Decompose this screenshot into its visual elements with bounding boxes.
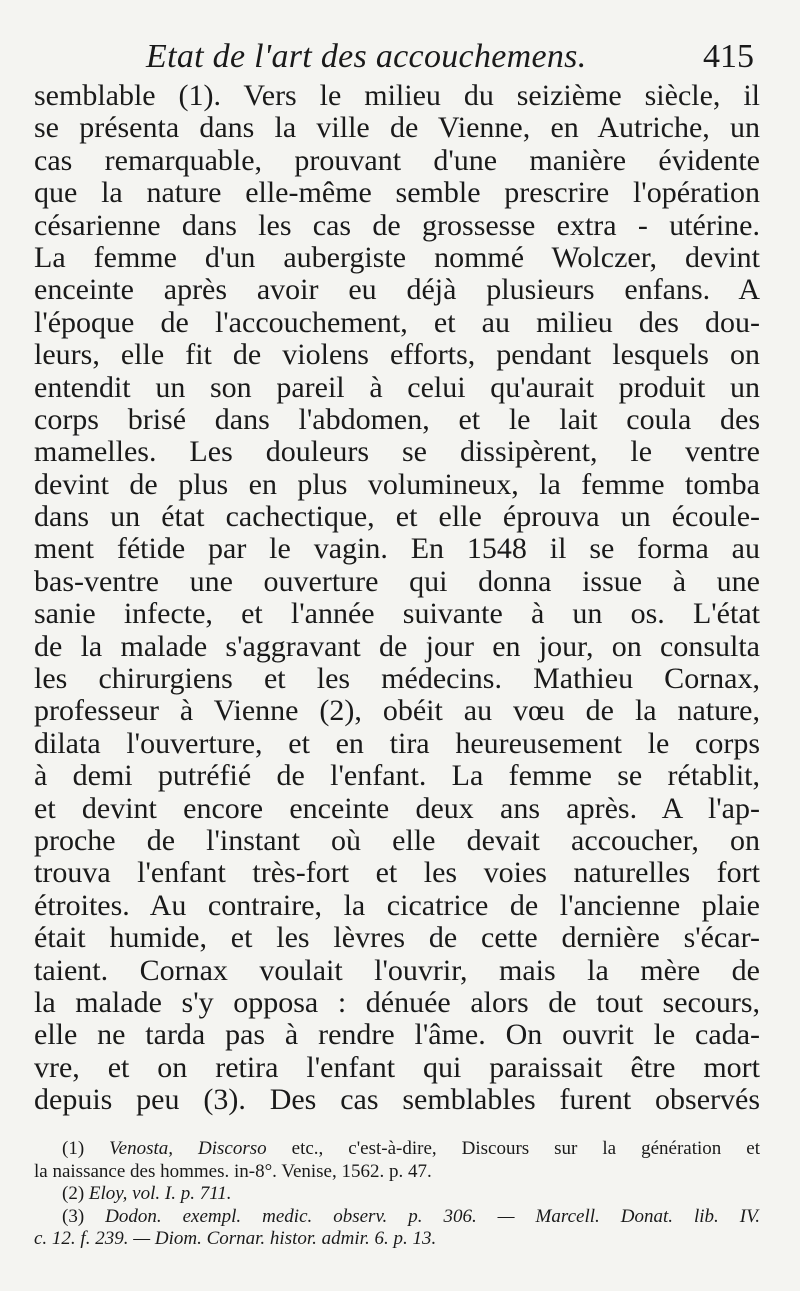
text-line: cas remarquable, prouvant d'une manière évidente [34,144,760,177]
text-line: l'époque de l'accouchement, et au milieu des dou- [34,306,760,339]
footnote-author: Venosta, [109,1138,174,1159]
text-line: mamelles. Les douleurs se dissipèrent, le ventre [34,436,760,469]
footnote-3-continuation: c. 12. f. 239. — Diom. Cornar. histor. admir. 6. p. 13. [34,1228,437,1249]
text-line: les chirurgiens et les médecins. Mathieu Cornax, [34,663,760,696]
footnote-text: Dodon. exempl. medic. observ. p. 306. — Marcell. Donat. lib. IV. [105,1205,760,1227]
text-line: taient. Cornax voulait l'ouvrir, mais la mère de [34,954,760,987]
text-line: était humide, et les lèvres de cette dernière s'écar- [34,922,760,955]
text-line: et devint encore enceinte deux ans après. A l'ap- [34,792,760,825]
text-line: La femme d'un aubergiste nommé Wolczer, devint [34,241,760,274]
text-line: professeur à Vienne (2), obéit au vœu de la nature, [34,695,760,728]
text-line: à demi putréfié de l'enfant. La femme se rétablit, [34,760,760,793]
text-line: depuis peu (3). Des cas semblables furent observés [34,1084,760,1117]
text-line: de la malade s'aggravant de jour en jour, on consulta [34,630,760,663]
running-title: Etat de l'art des accouchemens. [146,38,587,75]
text-line: leurs, elle fit de violens efforts, pendant lesquels on [34,339,760,372]
text-line: bas-ventre une ouverture qui donna issue à une [34,565,760,598]
footnote-work: Discorso [198,1138,267,1159]
text-line: vre, et on retira l'enfant qui paraissait être mort [34,1051,760,1084]
footnote-text: etc., c'est-à-dire, Discours sur la génération et [291,1138,760,1159]
footnote-1-continuation: la naissance des hommes. in-8°. Venise, 1562. p. 47. [34,1160,432,1182]
footnotes [34,1138,760,1251]
text-line: enceinte après avoir eu déjà plusieurs enfans. A [34,274,760,307]
text-line: se présenta dans la ville de Vienne, en Autriche, un [34,112,760,145]
text-line: corps brisé dans l'abdomen, et le lait coula des [34,403,760,436]
footnote-1 [34,1138,760,1161]
text-line: trouva l'enfant très-fort et les voies naturelles fort [34,857,760,890]
text-line: devint de plus en plus volumineux, la femme tomba [34,468,760,501]
text-line: proche de l'instant où elle devait accoucher, on [34,824,760,857]
footnote-text: Eloy, vol. I. p. 711. [88,1183,232,1204]
text-line: la malade s'y opposa : dénuée alors de tout secours, [34,986,760,1019]
text-line: césarienne dans les cas de grossesse extra - utérine. [34,209,760,242]
page-number: 415 [703,38,754,75]
text-line: dans un état cachectique, et elle éprouva un écoule- [34,501,760,534]
footnote-marker: (3) [62,1205,85,1227]
footnote-3 [34,1206,760,1229]
text-line: que la nature elle-même semble prescrire l'opération [34,177,760,210]
text-line: dilata l'ouverture, et en tira heureusement le corps [34,727,760,760]
text-line: entendit un son pareil à celui qu'aurait produit un [34,371,760,404]
text-line: elle ne tarda pas à rendre l'âme. On ouvrit le cada- [34,1019,760,1052]
footnote-marker: (2) [62,1183,85,1204]
footnote-marker: (1) [62,1138,85,1159]
text-line: étroites. Au contraire, la cicatrice de l'ancienne plaie [34,889,760,922]
footnote-2 [34,1183,760,1206]
body-text [34,80,760,1117]
text-line: ment fétide par le vagin. En 1548 il se forma au [34,533,760,566]
text-line: semblable (1). Vers le milieu du seizième siècle, il [34,80,760,112]
page-header [146,38,754,78]
text-line: sanie infecte, et l'année suivante à un os. L'état [34,598,760,631]
